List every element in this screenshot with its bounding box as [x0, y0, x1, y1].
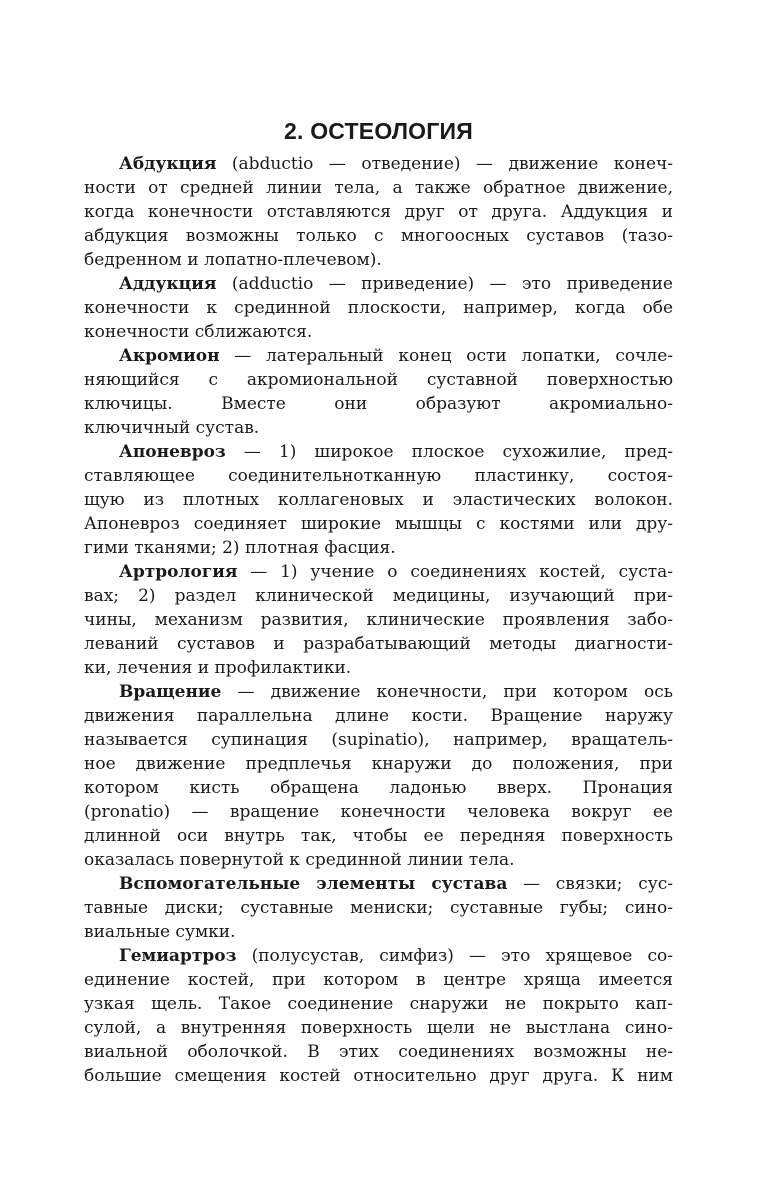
entry-line: ключичный сустав.: [84, 418, 260, 438]
entry-line: няющийся с акромиональной суставной поверхностью: [84, 370, 673, 390]
entry-line: движения параллельна длине кости. Вращение наружу: [84, 706, 673, 726]
entry-term: Апоневроз: [119, 442, 226, 462]
entry-line: узкая щель. Такое соединение снаружи не покрыто кап-: [84, 994, 673, 1014]
entry-definition-text: (полусустав, симфиз) — это хрящевое со-: [236, 946, 673, 966]
entry-first-line: [84, 344, 673, 368]
glossary-entry: [84, 944, 673, 1088]
glossary-entries: [84, 152, 673, 1088]
entry-line: тавные диски; суставные мениски; суставные губы; сино-: [84, 898, 673, 918]
entry-definition-text: (abductio — отведение) — движение конеч-: [216, 154, 673, 174]
entry-line: виальные сумки.: [84, 922, 236, 942]
entry-line: сулой, а внутренняя поверхность щели не выстлана сино-: [84, 1018, 673, 1038]
entry-line: длинной оси внутрь так, чтобы ее передняя поверхность: [84, 826, 673, 846]
entry-line: ключицы. Вместе они образуют акромиально-: [84, 394, 673, 414]
entry-definition-text: — движение конечности, при котором ось: [221, 682, 673, 702]
entry-definition-text: (adductio — приведение) — это приведение: [216, 274, 673, 294]
entry-line: абдукция возможны только с многоосных суставов (тазо-: [84, 226, 673, 246]
entry-line: (pronatio) — вращение конечности человека вокруг ее: [84, 802, 673, 822]
entry-first-line: [84, 440, 673, 464]
entry-definition-text: — 1) широкое плоское сухожилие, пред-: [225, 442, 673, 462]
entry-definition-text: — 1) учение о соединениях костей, суста-: [237, 562, 673, 582]
entry-line: гими тканями; 2) плотная фасция.: [84, 538, 396, 558]
entry-line: щую из плотных коллагеновых и эластических волокон.: [84, 490, 673, 510]
entry-line: бедренном и лопатно-плечевом).: [84, 250, 382, 270]
entry-term: Абдукция: [119, 154, 217, 174]
entry-line: единение костей, при котором в центре хряща имеется: [84, 970, 673, 990]
entry-line: леваний суставов и разрабатывающий методы диагности-: [84, 634, 673, 654]
entry-line: Апоневроз соединяет широкие мышцы с костями или дру-: [84, 514, 673, 534]
entry-definition-text: — связки; сус-: [507, 874, 673, 894]
glossary-entry: [84, 560, 673, 680]
entry-line: ставляющее соединительнотканную пластинку, состоя-: [84, 466, 673, 486]
glossary-entry: [84, 440, 673, 560]
glossary-entry: [84, 344, 673, 440]
glossary-entry: [84, 872, 673, 944]
entry-first-line: [84, 152, 673, 176]
chapter-title: 2. ОСТЕОЛОГИЯ: [284, 118, 473, 144]
entry-line: большие смещения костей относительно друг друга. К ним: [84, 1066, 673, 1086]
entry-first-line: [84, 944, 673, 968]
entry-term: Вращение: [119, 682, 222, 702]
entry-term: Вспомогательные элементы сустава: [119, 874, 508, 894]
entry-term: Гемиартроз: [119, 946, 237, 966]
entry-first-line: [84, 680, 673, 704]
entry-line: называется супинация (supinatio), например, вращатель-: [84, 730, 673, 750]
entry-line: котором кисть обращена ладонью вверх. Пронация: [84, 778, 673, 798]
entry-first-line: [84, 272, 673, 296]
entry-line: ности от средней линии тела, а также обратное движение,: [84, 178, 673, 198]
entry-line: чины, механизм развития, клинические проявления забо-: [84, 610, 673, 630]
entry-line: оказалась повернутой к срединной линии тела.: [84, 850, 515, 870]
glossary-entry: [84, 680, 673, 872]
entry-line: вах; 2) раздел клинической медицины, изучающий при-: [84, 586, 673, 606]
entry-line: ное движение предплечья кнаружи до положения, при: [84, 754, 673, 774]
entry-term: Акромион: [119, 346, 220, 366]
entry-term: Аддукция: [119, 274, 217, 294]
entry-line: виальной оболочкой. В этих соединениях возможны не-: [84, 1042, 673, 1062]
entry-definition-text: — латеральный конец ости лопатки, сочле-: [219, 346, 673, 366]
glossary-entry: [84, 272, 673, 344]
entry-line: когда конечности отставляются друг от друга. Аддукция и: [84, 202, 673, 222]
entry-line: ки, лечения и профилактики.: [84, 658, 352, 678]
glossary-entry: [84, 152, 673, 272]
entry-first-line: [84, 560, 673, 584]
entry-term: Артрология: [119, 562, 238, 582]
entry-first-line: [84, 872, 673, 896]
entry-line: конечности к срединной плоскости, например, когда обе: [84, 298, 673, 318]
entry-line: конечности сближаются.: [84, 322, 313, 342]
